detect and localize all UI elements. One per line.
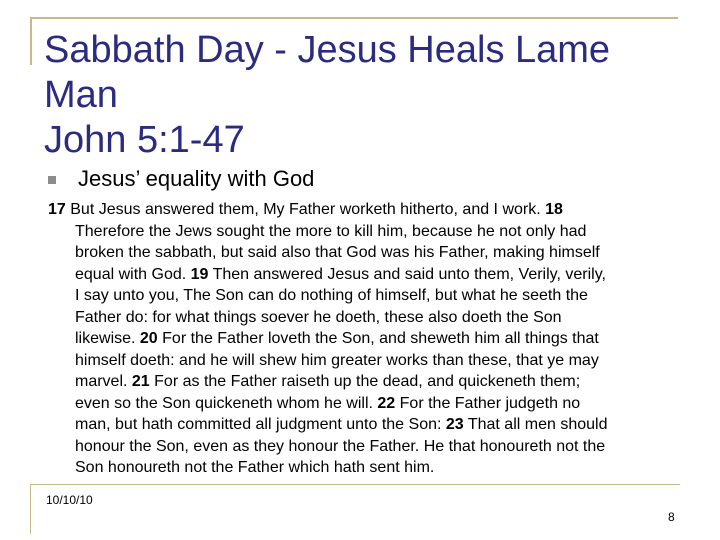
passage-line bbox=[48, 285, 688, 307]
bullet-text: Jesus’ equality with God bbox=[78, 166, 315, 191]
title-line: John 5:1-47 bbox=[44, 119, 245, 161]
page-number: 8 bbox=[668, 510, 675, 524]
verse-number: 22 bbox=[377, 394, 396, 412]
verse-text: broken the sabbath, but said also that God was his Father, making himself bbox=[75, 244, 600, 261]
passage-line bbox=[48, 371, 688, 393]
verse-text: For the Father judgeth no bbox=[395, 394, 581, 412]
passage-line bbox=[48, 328, 688, 350]
passage-line bbox=[48, 221, 688, 243]
passage-line bbox=[48, 350, 688, 372]
slide-title bbox=[44, 28, 684, 163]
verse-text: honour the Son, even as they honour the Father. He that honoureth not the bbox=[75, 437, 606, 455]
footer-date: 10/10/10 bbox=[46, 493, 93, 507]
frame-top-border bbox=[30, 17, 678, 19]
passage-line bbox=[48, 436, 688, 458]
passage-line bbox=[48, 414, 688, 436]
title-line: Man bbox=[44, 74, 118, 116]
verse-text: For the Father loveth the Son, and sheweth him all things that bbox=[157, 330, 599, 347]
passage-line bbox=[48, 393, 688, 415]
passage-line bbox=[48, 199, 688, 221]
verse-text: equal with God. bbox=[75, 265, 191, 283]
verse-number: 18 bbox=[545, 201, 563, 218]
bullet-item bbox=[44, 165, 684, 193]
passage-line bbox=[48, 242, 688, 264]
verse-text: Then answered Jesus and said unto them, Verily, verily, bbox=[208, 265, 606, 283]
verse-text: That all men should bbox=[463, 416, 608, 433]
footer-divider bbox=[30, 484, 680, 485]
verse-text: man, but hath committed all judgment unto the Son: bbox=[75, 416, 446, 433]
verse-text: But Jesus answered them, My Father worketh hitherto, and I work. bbox=[65, 201, 546, 218]
verse-text: marvel. bbox=[75, 373, 132, 390]
verse-text: himself doeth: and he will shew him greater works than these, that ye may bbox=[75, 351, 599, 369]
passage-line bbox=[48, 457, 688, 479]
passage-line bbox=[48, 264, 688, 286]
scripture-passage bbox=[48, 199, 688, 479]
title-line: Sabbath Day - Jesus Heals Lame bbox=[44, 29, 611, 71]
verse-text: Son honoureth not the Father which hath sent him. bbox=[75, 459, 435, 476]
passage-line bbox=[48, 307, 688, 329]
verse-text: For as the Father raiseth up the dead, and quickeneth them; bbox=[149, 373, 581, 390]
verse-number: 23 bbox=[445, 416, 464, 433]
verse-text: Father do: for what things soever he doeth, these also doeth the Son bbox=[75, 308, 562, 326]
verse-text: even so the Son quickeneth whom he will. bbox=[75, 394, 378, 412]
footer-left-border bbox=[30, 484, 31, 534]
frame-left-border bbox=[30, 17, 32, 65]
verse-number: 21 bbox=[131, 373, 150, 390]
verse-number: 19 bbox=[190, 265, 209, 283]
verse-number: 20 bbox=[139, 330, 158, 347]
square-bullet-icon bbox=[48, 176, 56, 184]
verse-text: I say unto you, The Son can do nothing of himself, but what he seeth the bbox=[75, 287, 588, 304]
verse-text: Therefore the Jews sought the more to kill him, because he not only had bbox=[75, 222, 587, 240]
verse-number: 17 bbox=[48, 201, 66, 218]
verse-text: likewise. bbox=[75, 330, 140, 347]
